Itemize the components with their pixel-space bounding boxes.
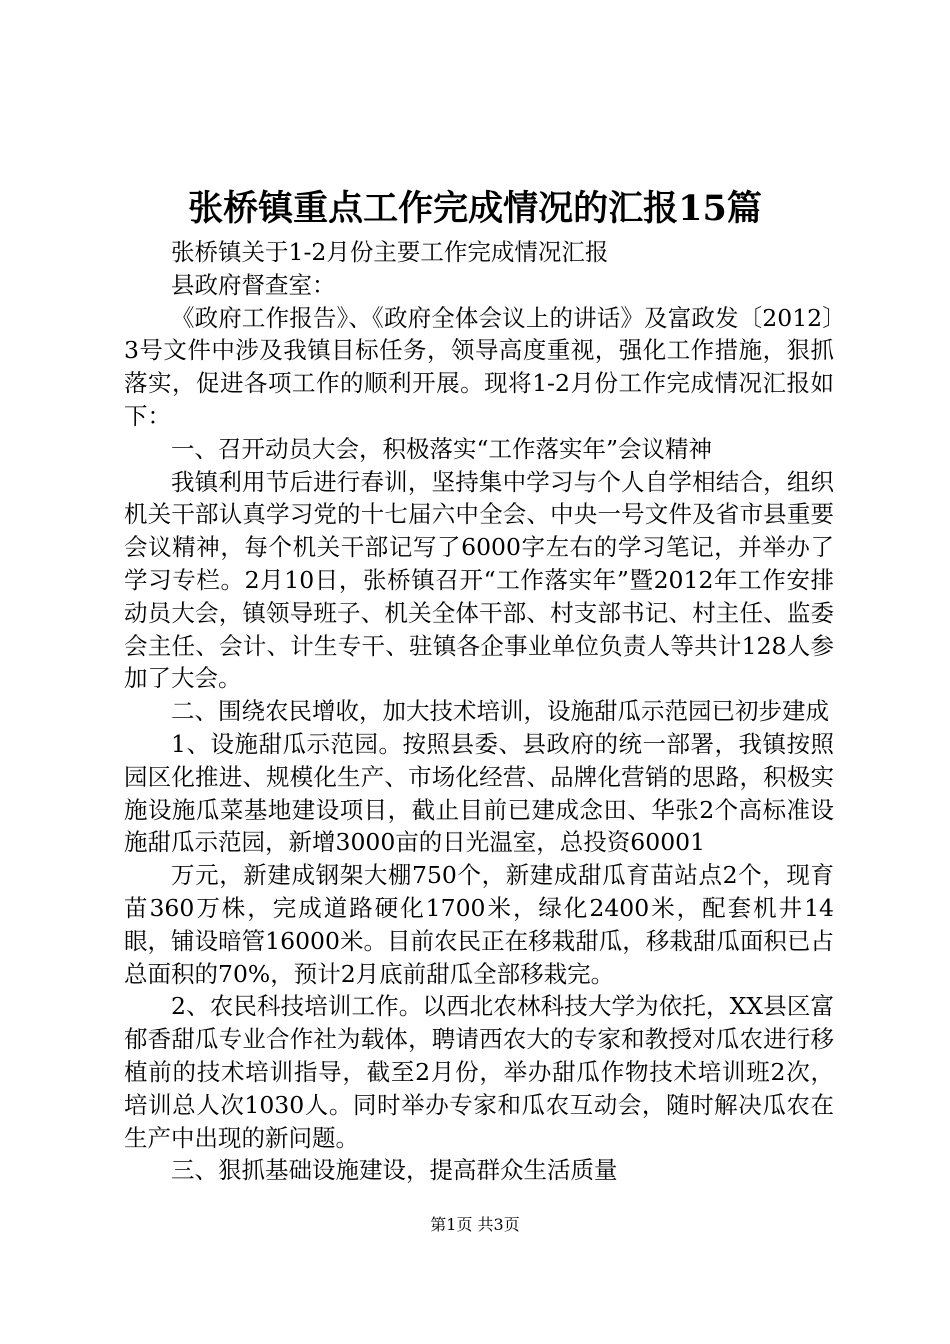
paragraph-section-1: 我镇利用节后进行春训，坚持集中学习与个人自学相结合，组织机关干部认真学习党的十七届六中全会、中央一号文件及省市县重要会议精神，每个机关干部记写了6000字左右的学习笔记，并举办了学习专栏。2月10日，张桥镇召开“工作落实年”暨2012年工作安排动员大会，镇领导班子、机关全体干部、村支部书记、村主任、监委会主任、会计、计生专干、驻镇各企事业单位负责人等共计128人参加了大会。 <box>124 467 834 693</box>
paragraph-item-1-cont: 万元，新建成钢架大棚750个，新建成甜瓜育苗站点2个，现育苗360万株，完成道路硬化1700米，绿化2400米，配套机井14眼，铺设暗管16000米。目前农民正在移栽甜瓜，移栽甜瓜面积已占总面积的70%，预计2月底前甜瓜全部移栽完。 <box>124 861 834 988</box>
document-body <box>124 236 834 1187</box>
paragraph-item-2: 2、农民科技培训工作。以西北农林科技大学为依托，XX县区富郁香甜瓜专业合作社为载体，聘请西农大的专家和教授对瓜农进行移植前的技术培训指导，截至2月份，举办甜瓜作物技术培训班2次，培训总人次1030人。同时举办专家和瓜农互动会，随时解决瓜农在生产中出现的新问题。 <box>124 992 834 1152</box>
paragraph-heading-1: 一、召开动员大会，积极落实“工作落实年”会议精神 <box>171 434 713 463</box>
paragraph-heading-3: 三、狠抓基础设施建设，提高群众生活质量 <box>171 1156 618 1185</box>
paragraph-addressee: 县政府督查室： <box>171 270 336 299</box>
document-title: 张桥镇重点工作完成情况的汇报15篇 <box>188 188 762 229</box>
paragraph-intro: 《政府工作报告》、《政府全体会议上的讲话》及富政发〔2012〕3号文件中涉及我镇目标任务，领导高度重视，强化工作措施，狠抓落实，促进各项工作的顺利开展。现将1-2月份工作完成情况汇报如下： <box>124 303 834 430</box>
paragraph-heading-2: 二、围绕农民增收，加大技术培训，设施甜瓜示范园已初步建成 <box>171 697 829 726</box>
paragraph-subtitle: 张桥镇关于1-2月份主要工作完成情况汇报 <box>171 238 609 266</box>
paragraph-item-1: 1、设施甜瓜示范园。按照县委、县政府的统一部署，我镇按照园区化推进、规模化生产、市场化经营、品牌化营销的思路，积极实施设施瓜菜基地建设项目，截止目前已建成念田、华张2个高标准设施甜瓜示范园，新增3000亩的日光温室，总投资60001 <box>124 729 834 857</box>
page-footer: 第1页 共3页 <box>430 1215 520 1234</box>
